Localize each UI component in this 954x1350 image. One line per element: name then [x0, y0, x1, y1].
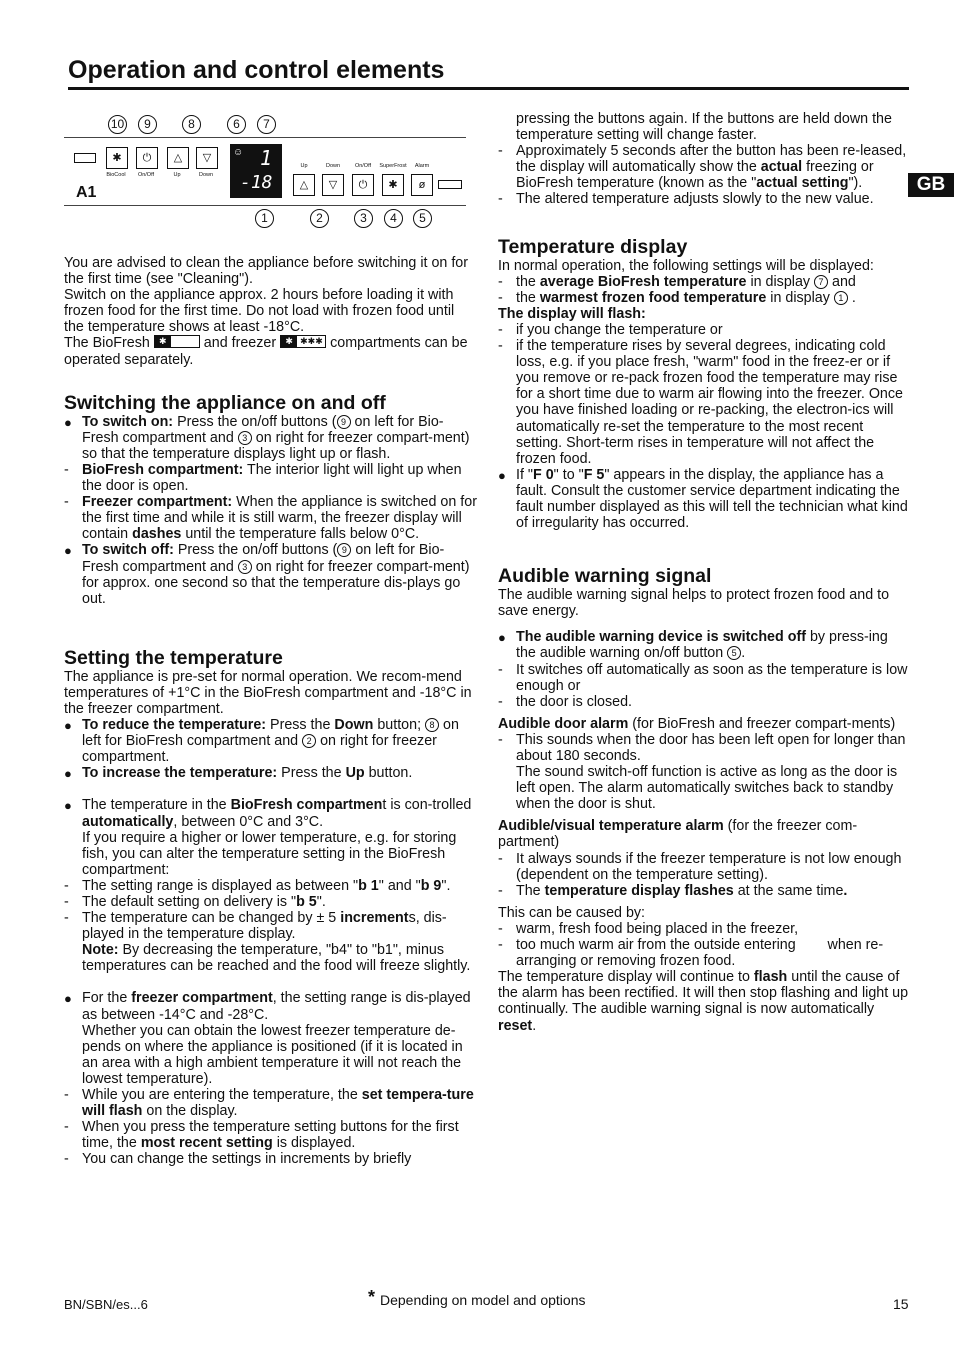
- list-item-average: - the average BioFresh temperature in display 7 and: [498, 273, 856, 290]
- list-item-auto-off: - It switches off automatically as soon as the temperature is low enough or: [498, 661, 908, 694]
- label-superfrost: SuperFrost: [379, 163, 407, 169]
- visual-alarm-heading: Audible/visual temperature alarm (for the freezer com-partment): [498, 818, 858, 851]
- callout-9: 9: [138, 115, 157, 134]
- callout-10: 10: [108, 115, 127, 134]
- cause-heading: This can be caused by:: [498, 904, 646, 921]
- callout-4: 4: [384, 209, 403, 228]
- label-alarm: Alarm: [414, 163, 430, 169]
- label-biocool: BioCool: [106, 172, 126, 178]
- intro-clean: You are advised to clean the appliance before switching it on for the first time (see "Cleaning").: [64, 255, 469, 288]
- list-item-reduce: ● To reduce the temperature: Press the Down button; 8 on left for BioFresh compartment and 2 on right for freezer compartment.: [64, 717, 459, 766]
- callout-3: 3: [354, 209, 373, 228]
- label-onoff-left: On/Off: [137, 172, 155, 178]
- list-item-flash-2: - if the temperature rises by several degrees, indicating cold loss, e.g. if you place fresh, "warm" food in the freez-er or if you remove or re-pack frozen food the temperature may rise for a short time due to warm air flowing into the freezer. Once you have finished loading or re-packing, the electron-ics will automatically re-set the temperature to the most recent setting. Short-term rises in temperature will not affect the frozen food.: [498, 338, 903, 467]
- list-item-cause-2: - too much warm air from the outside entering when re-arranging or removing frozen food.: [498, 937, 884, 970]
- list-item-door-sounds: - This sounds when the door has been left open for longer than about 180 seconds. The sound switch-off function is active as long as the door is left open. The alarm automatically switches back to standby when the door is shut.: [498, 731, 906, 813]
- list-item-door-closed: - the door is closed.: [498, 693, 633, 710]
- continued-text: pressing the buttons again. If the buttons are held down the temperature setting will change faster.: [516, 111, 892, 144]
- callout-7: 7: [257, 115, 276, 134]
- freezer-down-button[interactable]: [322, 174, 344, 196]
- list-item-biofresh-auto: ● The temperature in the BioFresh compartment is con-trolled automatically, between 0°C and 3°C. If you require a higher or lower temperature, e.g. for storing fish, you can alter the temperature setting in the BioFresh compartment:: [64, 797, 472, 878]
- biofresh-compartment-icon: ✱: [154, 335, 200, 348]
- figure-label: A1: [76, 184, 97, 201]
- list-item-audible-off: ● The audible warning device is switched off by press-ing the audible warning on/off button 5 .: [498, 629, 888, 662]
- temperature-display: [230, 144, 282, 198]
- footer-asterisk: *: [368, 1287, 376, 1307]
- heading-temperature-display: Temperature display: [498, 235, 688, 258]
- up-arrow-icon: △: [173, 152, 183, 164]
- list-item-warmest: - the warmest frozen food temperature in display 1 .: [498, 289, 856, 306]
- list-item-switch-on: ● To switch on: Press the on/off buttons ( 9 on left for Bio-Fresh compartment and 3 on right for freezer compart-ment) so that the temperature displays light up or flash.: [64, 413, 470, 462]
- snowflake-icon: ✱: [388, 179, 398, 191]
- power-icon: ⏻: [142, 152, 152, 164]
- callout-2: 2: [310, 209, 329, 228]
- biofresh-up-button[interactable]: [167, 147, 189, 169]
- door-alarm-heading: Audible door alarm (for BioFresh and freezer compart-ments): [498, 715, 896, 732]
- freezer-temperature-display: -18: [240, 172, 273, 193]
- right-column: [498, 111, 910, 1034]
- intro-switch-on: Switch on the appliance approx. 2 hours before loading it with frozen food for the first time. Do not load with frozen food until the temperature shows at least -18°C.: [64, 287, 455, 336]
- snowflake-icon: ✱: [112, 152, 122, 164]
- list-item-increase: ● To increase the temperature: Press the Up button.: [64, 765, 413, 782]
- heading-setting: Setting the temperature: [64, 646, 283, 669]
- label-down-left: Down: [198, 172, 214, 178]
- flash-heading: The display will flash:: [498, 305, 646, 322]
- tempdisp-intro: In normal operation, the following settings will be displayed:: [498, 257, 874, 274]
- list-item-increment: - The temperature can be changed by ± 5 increments, dis-played in the temperature display. Note: By decreasing the temperature, "b4" to "b1", minus temperatures can be reached and the food will freeze slightly.: [64, 910, 471, 975]
- setting-intro: The appliance is pre-set for normal operation. We recom-mend temperatures of +1°C in the BioFresh compartment and -18°C in the freezer compartment.: [64, 668, 472, 717]
- list-item-freezer: - Freezer compartment: When the appliance is switched on for the first time and while it is still warm, the freezer display will contain dashes until the temperature falls below 0°C.: [64, 494, 477, 543]
- label-down-right: Down: [325, 163, 341, 169]
- callout-1: 1: [255, 209, 274, 228]
- freezer-onoff-button[interactable]: [352, 174, 374, 196]
- heading-switching: Switching the appliance on and off: [64, 391, 386, 414]
- biofresh-temperature-display: 1: [260, 146, 273, 170]
- list-item-first-press: - When you press the temperature setting buttons for the first time, the most recent setting is displayed.: [64, 1119, 459, 1152]
- language-tab: GB: [908, 173, 954, 197]
- intro-biofresh-line: The BioFresh ✱ and freezer ✱ ✱✱✱ compartments can be operated separately.: [64, 335, 468, 368]
- down-arrow-icon: ▽: [328, 179, 338, 191]
- power-icon: ⏻: [358, 179, 368, 191]
- list-item-vis-1: - It always sounds if the freezer temperature is not low enough (dependent on the temperature setting).: [498, 850, 902, 883]
- freezer-up-button[interactable]: [293, 174, 315, 196]
- biofresh-down-button[interactable]: [196, 147, 218, 169]
- up-arrow-icon: △: [299, 179, 309, 191]
- list-item-approx: - Approximately 5 seconds after the button has been re-leased, the display will automatically show the actual freezing or BioFresh temperature (known as the "actual setting").: [498, 143, 907, 192]
- superfrost-button[interactable]: [382, 174, 404, 196]
- label-up-left: Up: [173, 172, 181, 178]
- list-item-switch-off: ● To switch off: Press the on/off buttons ( 9 on left for Bio-Fresh compartment and 3 on right for freezer compart-ment) for approx. one second so that the temperature dis-plays go out.: [64, 542, 470, 607]
- biofresh-symbol-icon: [74, 153, 96, 163]
- list-item-fault: ● If "F 0" to "F 5" appears in the display, the appliance has a fault. Consult the customer service department indicating the fault number displayed as this will tell the technician what kind of irregularity has occurred.: [498, 466, 908, 532]
- label-up-right: Up: [300, 163, 308, 169]
- freezer-symbol-icon: [438, 180, 462, 189]
- list-item-entering: - While you are entering the temperature, the set tempera-ture will flash on the display.: [64, 1087, 474, 1120]
- list-item-biofresh: - BioFresh compartment: The interior light will light up when the door is open.: [64, 461, 462, 495]
- callout-8: 8: [182, 115, 201, 134]
- page-number: 15: [893, 1296, 909, 1312]
- footer-note: Depending on model and options: [380, 1292, 586, 1308]
- panel-top-line: [64, 137, 466, 138]
- flash-continue: The temperature display will continue to flash until the cause of the alarm has been rectified. It will then stop flashing and light up continually. The audible warning signal is now automatically reset.: [498, 969, 909, 1034]
- biocool-button[interactable]: [106, 147, 128, 169]
- alarm-symbol-icon: ☺: [233, 147, 244, 158]
- list-item-default: - The default setting on delivery is "b 5".: [64, 894, 326, 910]
- label-onoff-right: On/Off: [354, 163, 372, 169]
- list-item-range: - The setting range is displayed as between "b 1" and "b 9".: [64, 877, 451, 894]
- audible-intro: The audible warning signal helps to protect frozen food and to save energy.: [498, 587, 890, 620]
- callout-6: 6: [227, 115, 246, 134]
- heading-audible: Audible warning signal: [498, 565, 712, 588]
- page-title: Operation and control elements: [68, 56, 909, 90]
- footer-code: BN/SBN/es...6: [64, 1297, 148, 1312]
- list-item-vis-2: - The temperature display flashes at the same time.: [498, 882, 848, 899]
- bell-off-icon: ø: [418, 179, 426, 191]
- callout-5: 5: [413, 209, 432, 228]
- down-arrow-icon: ▽: [202, 152, 212, 164]
- list-item-cause-1: - warm, fresh food being placed in the freezer,: [498, 920, 799, 937]
- left-column: [64, 255, 478, 1168]
- list-item-flash-1: - if you change the temperature or: [498, 321, 723, 338]
- list-item-altered: - The altered temperature adjusts slowly to the new value.: [498, 191, 874, 208]
- panel-bottom-line: [64, 205, 466, 206]
- freezer-compartment-icon: ✱ ✱✱✱: [280, 335, 326, 348]
- list-item-freezer-range: ● For the freezer compartment, the setting range is dis-played as between -14°C and -28°C. Whether you can obtain the lowest freezer temperature de-pends on where the appliance is positioned (if it is located in an area with a high ambient temperature it will not reach the lowest temperature).: [64, 990, 471, 1087]
- list-item-change: - You can change the settings in increments by briefly: [64, 1151, 412, 1168]
- biofresh-onoff-button[interactable]: [136, 147, 158, 169]
- alarm-off-button[interactable]: [411, 174, 433, 196]
